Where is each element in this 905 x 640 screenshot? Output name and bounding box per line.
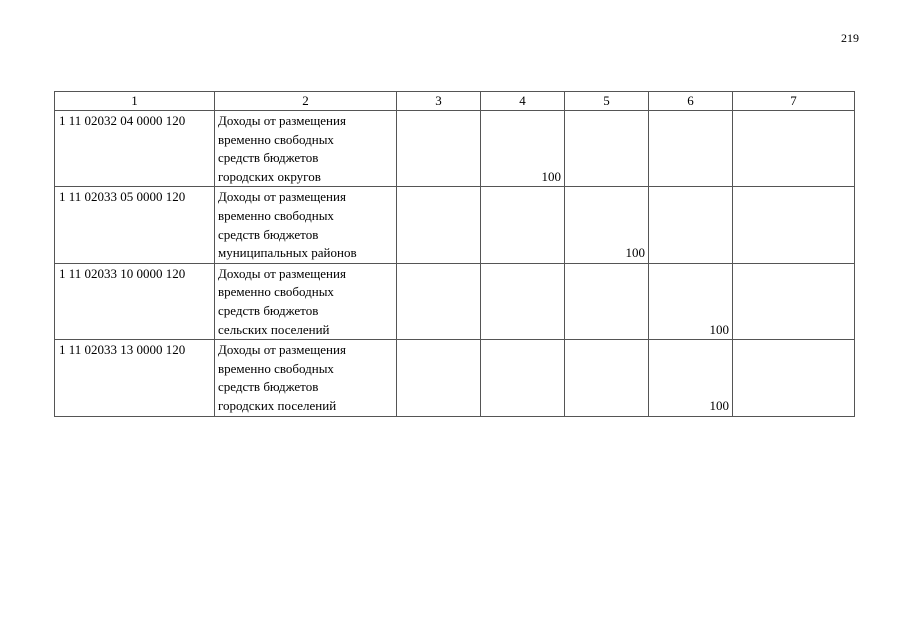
column-header: 5 <box>565 92 649 111</box>
value-cell-col4: 100 <box>481 111 565 187</box>
description-line: средств бюджетов <box>218 302 319 318</box>
table-header-row <box>55 92 855 111</box>
description-line: временно свободных <box>218 131 334 147</box>
page-number: 219 <box>841 31 859 45</box>
description-line: средств бюджетов <box>218 150 319 166</box>
description-line: Доходы от размещения <box>218 189 346 205</box>
value-cell-col7 <box>733 187 855 263</box>
budget-table <box>54 91 855 417</box>
value-cell-col3 <box>397 340 481 416</box>
description-line: Доходы от размещения <box>218 342 346 358</box>
table-row <box>55 187 855 263</box>
description-line: муниципальных районов <box>218 245 357 261</box>
description-line: временно свободных <box>218 284 334 300</box>
description-line: городских поселений <box>218 397 337 413</box>
column-header: 1 <box>55 92 215 111</box>
description-line: сельских поселений <box>218 321 330 337</box>
value-cell-col7 <box>733 111 855 187</box>
column-header: 6 <box>649 92 733 111</box>
value-cell-col6: 100 <box>649 340 733 416</box>
value-cell-col5 <box>565 111 649 187</box>
budget-code-cell: 1 11 02033 05 0000 120 <box>55 187 215 263</box>
description-cell <box>215 263 397 339</box>
budget-code-cell: 1 11 02033 13 0000 120 <box>55 340 215 416</box>
column-header: 4 <box>481 92 565 111</box>
value-cell-col6 <box>649 187 733 263</box>
column-header: 3 <box>397 92 481 111</box>
column-header: 2 <box>215 92 397 111</box>
table-row <box>55 263 855 339</box>
description-line: городских округов <box>218 168 321 184</box>
value-cell-col7 <box>733 340 855 416</box>
value-cell-col4 <box>481 340 565 416</box>
description-line: временно свободных <box>218 360 334 376</box>
value-cell-col5 <box>565 340 649 416</box>
value-cell-col4 <box>481 263 565 339</box>
description-cell <box>215 111 397 187</box>
value-cell-col6 <box>649 111 733 187</box>
value-cell-col5 <box>565 263 649 339</box>
value-cell-col4 <box>481 187 565 263</box>
table-row <box>55 111 855 187</box>
description-line: Доходы от размещения <box>218 265 346 281</box>
value-cell-col3 <box>397 111 481 187</box>
value-cell-col3 <box>397 263 481 339</box>
value-cell-col5: 100 <box>565 187 649 263</box>
value-cell-col3 <box>397 187 481 263</box>
value-cell-col6: 100 <box>649 263 733 339</box>
column-header: 7 <box>733 92 855 111</box>
description-cell <box>215 340 397 416</box>
budget-code-cell: 1 11 02032 04 0000 120 <box>55 111 215 187</box>
value-cell-col7 <box>733 263 855 339</box>
description-line: средств бюджетов <box>218 379 319 395</box>
budget-code-cell: 1 11 02033 10 0000 120 <box>55 263 215 339</box>
description-line: временно свободных <box>218 207 334 223</box>
description-line: средств бюджетов <box>218 226 319 242</box>
table-row <box>55 340 855 416</box>
description-line: Доходы от размещения <box>218 113 346 128</box>
description-cell <box>215 187 397 263</box>
